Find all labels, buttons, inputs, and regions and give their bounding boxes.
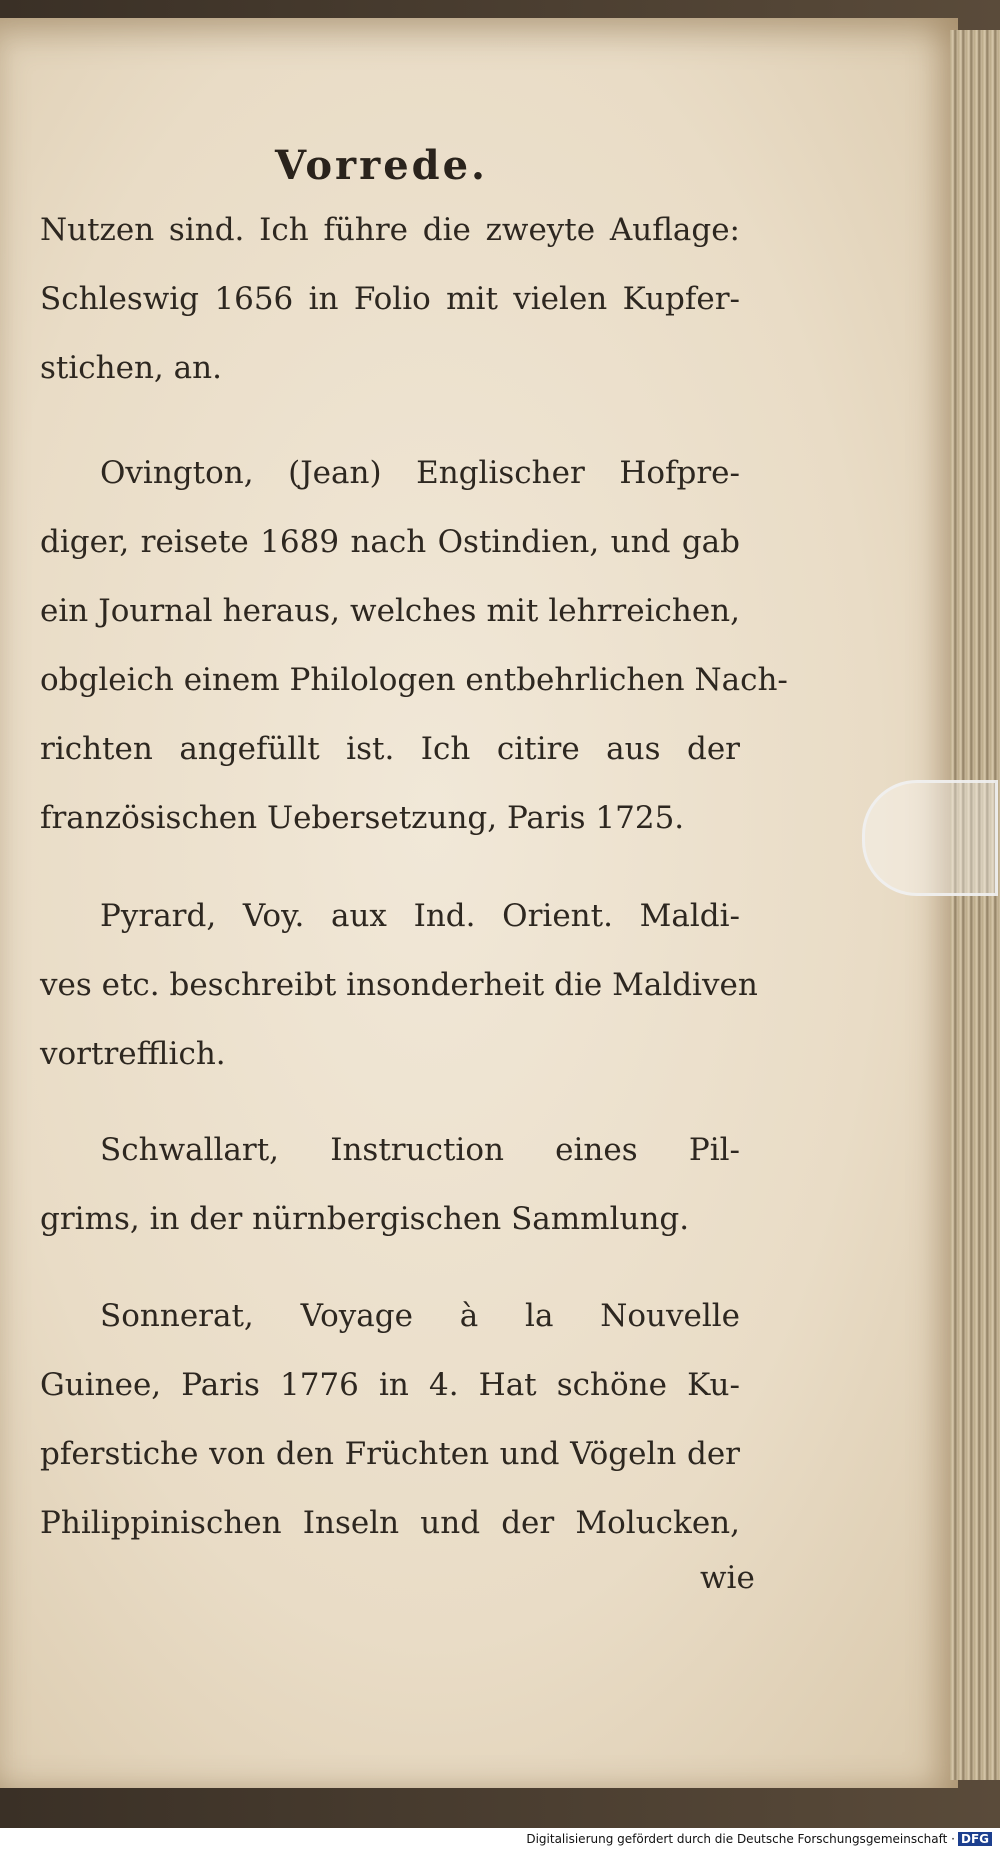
text-line: Schwallart, Instruction eines Pil- [100,1132,740,1168]
text-line: stichen, an. [40,350,222,386]
text-line: pferstiche von den Früchten und Vögeln der [40,1436,740,1472]
text-line: vortrefflich. [40,1036,226,1072]
page-clip [862,780,998,896]
catchword: wie [700,1560,755,1596]
dfg-logo: DFG [958,1832,992,1846]
text-line: Guinee, Paris 1776 in 4. Hat schöne Ku- [40,1367,740,1403]
text-line: Pyrard, Voy. aux Ind. Orient. Maldi- [100,898,740,934]
text-line: ves etc. beschreibt insonderheit die Maldiven [40,967,758,1003]
text-line: diger, reisete 1689 nach Ostindien, und gab [40,524,740,560]
text-line: grims, in der nürnbergischen Sammlung. [40,1201,690,1237]
text-line: Nutzen sind. Ich führe die zweyte Auflage: [40,212,740,248]
text-line: französischen Uebersetzung, Paris 1725. [40,800,685,836]
running-head: Vorrede. [275,142,488,189]
text-line: Ovington, (Jean) Englischer Hofpre- [100,455,740,491]
page-edges [950,30,1000,1780]
text-line: Sonnerat, Voyage à la Nouvelle [100,1298,740,1334]
text-line: obgleich einem Philologen entbehrlichen Nach- [40,662,788,698]
text-line: richten angefüllt ist. Ich citire aus der [40,731,740,767]
digitization-credit [526,1832,992,1846]
text-line: ein Journal heraus, welches mit lehrreichen, [40,593,740,629]
text-line: Philippinischen Inseln und der Molucken, [40,1505,740,1541]
credit-text: Digitalisierung gefördert durch die Deutsche Forschungsgemeinschaft · [526,1832,955,1846]
text-line: Schleswig 1656 in Folio mit vielen Kupfer- [40,281,740,317]
